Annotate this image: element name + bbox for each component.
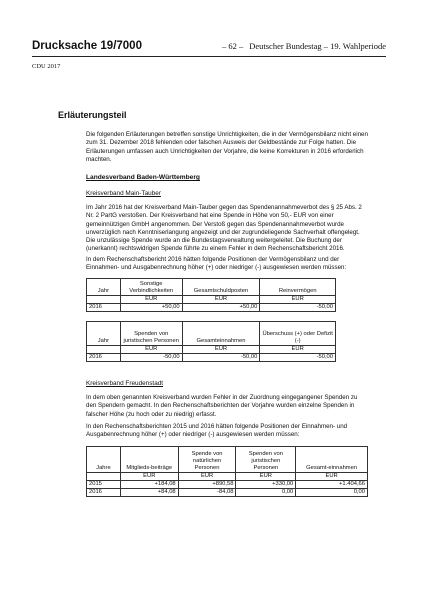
table-cell: +1.404,66 [296, 481, 368, 489]
table-header-cell: Gesamtschuldposten [182, 279, 260, 296]
table-cell: +84,08 [120, 489, 178, 497]
table-unit-cell: EUR [178, 473, 236, 481]
table-cell: -50,00 [120, 354, 182, 362]
table-cell: -50,00 [260, 304, 336, 312]
table-cell: -50,00 [182, 354, 260, 362]
table-unit-cell: EUR [260, 346, 336, 354]
kv1-paragraph-1: Im Jahr 2016 hat der Kreisverband Main-Tauber gegen das Spendenannahmeverbot des § 25 Abs. 2 Nr. 2 PartG verstoßen. Der Kreisverband hat eine Spende in Höhe von 50,- EUR von einer gemeinnützigen GmbH angenommen. Der Verstoß gegen das Spendenannahmeverbot wurde unverzüglich nach Kenntniserlangung angezeigt und der zugrundeliegende Sachverhalt offengelegt. Die unzulässige Spende wurde an die Bundestagsverwaltung weitergeleitet. Die Buchung der (unerkannt) rechtswidrigen Spende führte zu einem Fehler in dem Rechenschaftsbericht 2016. [86, 204, 362, 253]
table-row [87, 489, 368, 497]
table-unit-cell [87, 473, 121, 481]
kv2-paragraph-1: In dem oben genannten Kreisverband wurden Fehler in der Zuordnung eingegangener Spenden zu den Spendern gemacht. In den Rechenschaftsberichten der Vorjahre wurden einzelne Spenden in falscher Höhe (zu hoch oder zu niedrig) erfasst. [86, 394, 358, 418]
table-cell: -50,00 [260, 354, 336, 362]
header-parliament: Deutscher Bundestag – 19. Wahlperiode [249, 41, 386, 51]
table-cell: 2016 [87, 304, 121, 312]
table-cell: 2015 [87, 481, 121, 489]
table-header-cell: Spende von natürlichen Personen [178, 447, 236, 473]
table-cell: +330,00 [236, 481, 296, 489]
table-header-row [87, 447, 368, 473]
table-unit-cell: EUR [120, 296, 182, 304]
kv2-paragraph-2: In den Rechenschaftsberichten 2015 und 2016 hätten folgende Positionen der Einnahmen- und Ausgabenrechnung höher (+) oder niedriger (-) ausgewiesen werden müssen: [86, 423, 348, 439]
table-unit-cell: EUR [260, 296, 336, 304]
page-header [32, 40, 386, 54]
table-header-cell: Reinvermögen [260, 279, 336, 296]
table-row [87, 481, 368, 489]
table-header-row [87, 279, 336, 296]
table-unit-row [87, 346, 336, 354]
intro-paragraph: Die folgenden Erläuterungen betreffen sonstige Unrichtigkeiten, die in der Vermögensbilanz nicht einen zum 31. Dezember 2018 fehlenden oder falschen Ausweis der Geldbestände zur Folge hatten. Die Erläuterungen umfassen auch Unrichtigkeiten der Vorjahre, die keine Korrekturen in 2016 erforderlich machten. [86, 131, 368, 163]
table-row [87, 354, 336, 362]
table-cell: 2016 [87, 489, 121, 497]
table-unit-cell: EUR [120, 346, 182, 354]
table-header-cell: Gesamt-einnahmen [296, 447, 368, 473]
table-unit-cell: EUR [236, 473, 296, 481]
landesverband-heading: Landesverband Baden-Württemberg [86, 174, 200, 181]
table-header-cell: Jahr [87, 279, 121, 296]
table-cell: +50,00 [120, 304, 182, 312]
table-unit-cell: EUR [182, 296, 260, 304]
table-header-cell: Gesamteinnahmen [182, 322, 260, 346]
kv1-table-balance [86, 278, 336, 312]
table-unit-cell: EUR [120, 473, 178, 481]
kv2-heading: Kreisverband Freudenstadt [86, 380, 164, 387]
table-header-cell: Überschuss (+) oder Defizit (-) [260, 322, 336, 346]
kv1-heading: Kreisverband Main-Tauber [86, 190, 161, 197]
table-header-cell: Jahr [87, 322, 121, 346]
table-row [87, 304, 336, 312]
table-header-row [87, 322, 336, 346]
table-cell: +890,58 [178, 481, 236, 489]
kv2-table-income [86, 446, 368, 497]
page-number: – 62 – [222, 41, 244, 51]
table-cell: 2016 [87, 354, 121, 362]
table-cell: -84,08 [178, 489, 236, 497]
header-rule [32, 56, 386, 57]
document-number: Drucksache 19/7000 [32, 40, 142, 52]
table-unit-row [87, 473, 368, 481]
kv1-paragraph-2: In dem Rechenschaftsbericht 2016 hätten folgende Positionen der Vermögensbilanz und der Einnahmen- und Ausgabenrechnung höher (+) oder niedriger (-) ausgewiesen werden müssen: [86, 256, 347, 272]
table-unit-cell [87, 296, 121, 304]
table-cell: 0,00 [296, 489, 368, 497]
kv1-table-income [86, 321, 336, 362]
table-header-cell: Spenden von juristischen Personen [236, 447, 296, 473]
table-cell: 0,00 [236, 489, 296, 497]
party-year-label: CDU 2017 [32, 63, 61, 70]
table-header-cell: Spenden von juristischen Personen [120, 322, 182, 346]
table-header-cell: Jahre [87, 447, 121, 473]
table-unit-row [87, 296, 336, 304]
table-header-cell: Mitglieds-beiträge [120, 447, 178, 473]
table-header-cell: Sonstige Verbindlichkeiten [120, 279, 182, 296]
section-title: Erläuterungsteil [58, 110, 127, 120]
table-unit-cell: EUR [182, 346, 260, 354]
table-cell: +184,08 [120, 481, 178, 489]
table-unit-cell: EUR [296, 473, 368, 481]
table-unit-cell [87, 346, 121, 354]
table-cell: +50,00 [182, 304, 260, 312]
